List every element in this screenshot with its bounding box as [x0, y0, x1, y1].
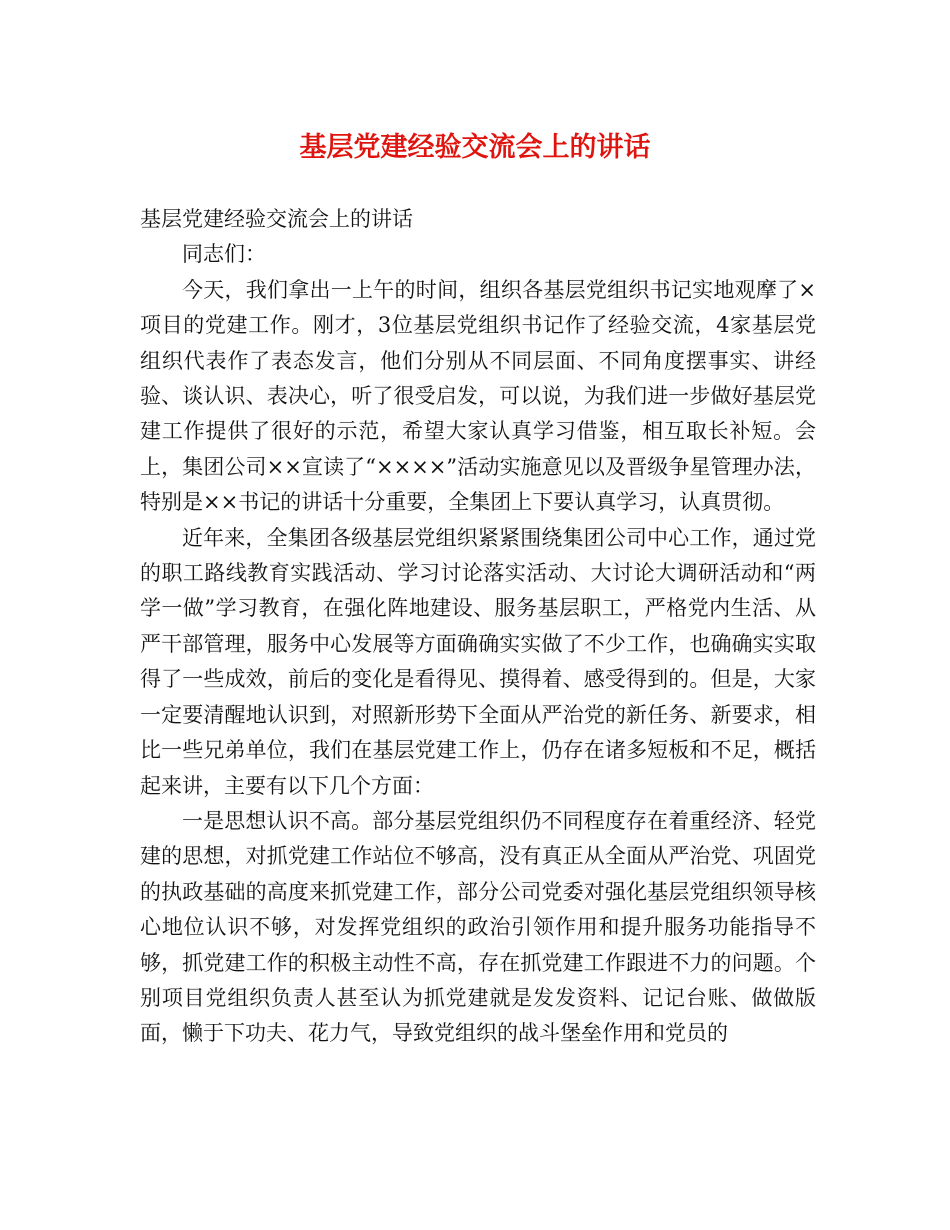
paragraph-1: 今天，我们拿出一上午的时间，组织各基层党组织书记实地观摩了×项目的党建工作。刚才，3位基层党组织书记作了经验交流，4家基层党组织代表作了表态发言，他们分别从不同层面、不同角度摆事实、讲经验、谈认识、表决心，听了很受启发，可以说，为我们进一步做好基层党建工作提供了很好的示范，希望大家认真学习借鉴，相互取长补短。会上，集团公司××宣读了“××××”活动实施意见以及晋级争星管理办法，特别是××书记的讲话十分重要，全集团上下要认真学习，认真贯彻。: [140, 277, 816, 515]
paragraph-3: 一是思想认识不高。部分基层党组织仍不同程度存在着重经济、轻党建的思想，对抓党建工作站位不够高，没有真正从全面从严治党、巩固党的执政基础的高度来抓党建工作，部分公司党委对强化基层党组织领导核心地位认识不够，对发挥党组织的政治引领作用和提升服务功能指导不够，抓党建工作的积极主动性不高，存在抓党建工作跟进不力的问题。个别项目党组织负责人甚至认为抓党建就是发发资料、记记台账、做做版面，懒于下功夫、花力气，导致党组织的战斗堡垒作用和党员的: [140, 808, 816, 1046]
document-title: 基层党建经验交流会上的讲话: [299, 132, 651, 163]
paragraph-2: 近年来，全集团各级基层党组织紧紧围绕集团公司中心工作，通过党的职工路线教育实践活动、学习讨论落实活动、大讨论大调研活动和“两学一做”学习教育，在强化阵地建设、服务基层职工，严格党内生活、从严干部管理，服务中心发展等方面确确实实做了不少工作，也确确实实取得了一些成效，前后的变化是看得见、摸得着、感受得到的。但是，大家一定要清醒地认识到，对照新形势下全面从严治党的新任务、新要求，相比一些兄弟单位，我们在基层党建工作上，仍存在诸多短板和不足，概括起来讲，主要有以下几个方面：: [140, 525, 816, 798]
greeting: 同志们：: [182, 242, 266, 267]
document-body: [140, 202, 816, 1052]
document-subtitle: 基层党建经验交流会上的讲话: [140, 207, 413, 231]
